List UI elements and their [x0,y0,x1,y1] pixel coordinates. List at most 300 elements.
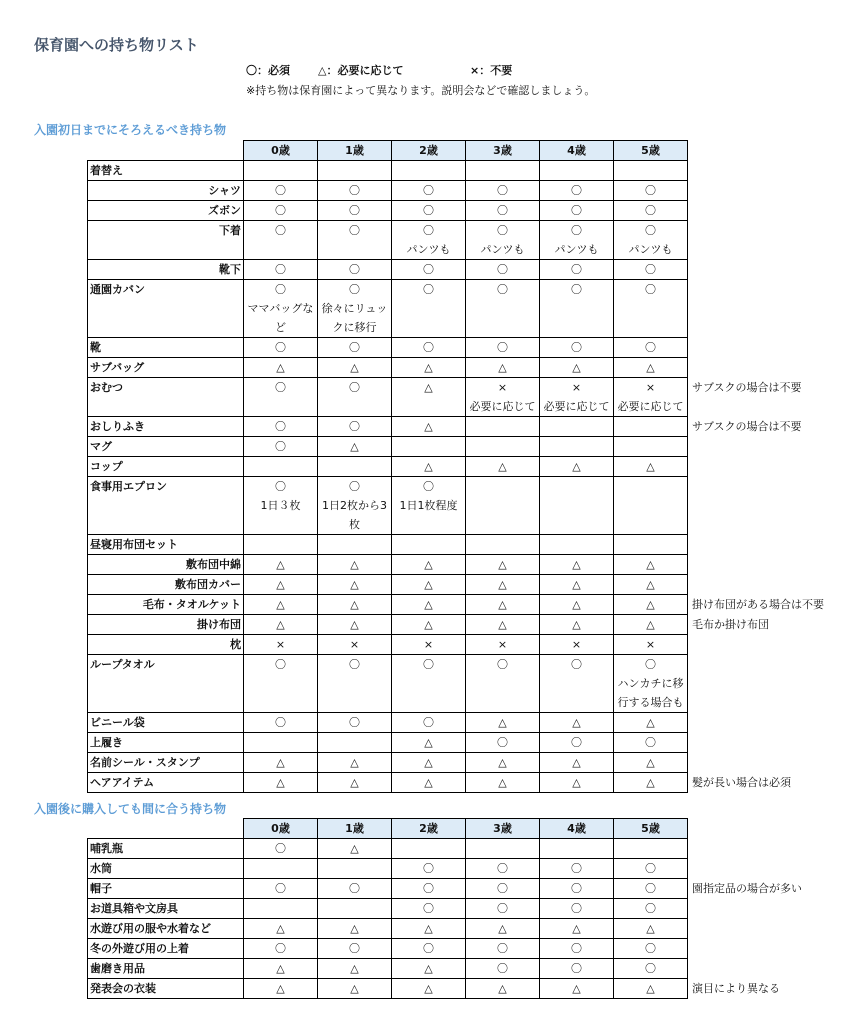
requirement-symbol: △ [572,361,581,374]
section-title-after-entry: 入園後に購入しても間に合う持ち物 [34,802,227,816]
requirement-symbol: △ [350,842,359,855]
requirement-symbol: △ [498,922,507,935]
requirement-symbol: × [571,381,582,394]
requirement-cell [614,595,688,615]
requirement-note: 1日３枚 [260,499,301,512]
requirement-cell [318,477,392,535]
remark [688,161,838,181]
requirement-symbol: 〇 [571,862,582,875]
requirement-cell [318,378,392,417]
requirement-symbol: 〇 [497,882,508,895]
requirement-symbol: △ [498,578,507,591]
requirement-symbol: 〇 [645,736,656,749]
requirement-cell [392,457,466,477]
requirement-symbol: △ [424,756,433,769]
requirement-cell [466,595,540,615]
requirement-symbol: △ [498,361,507,374]
table-row [88,417,838,437]
requirement-symbol: △ [350,776,359,789]
requirement-cell [392,201,466,221]
requirement-symbol: 〇 [645,341,656,354]
item-name: 発表会の衣装 [88,979,244,999]
item-name: シャツ [88,181,244,201]
requirement-cell [540,417,614,437]
requirement-symbol: 〇 [571,658,582,671]
age-header: 0歳 [244,141,318,161]
requirement-cell [244,161,318,181]
requirement-cell [392,879,466,899]
requirement-symbol: 〇 [349,184,360,197]
table-row [88,733,838,753]
requirement-cell [392,839,466,859]
requirement-cell [392,939,466,959]
remark [688,575,838,595]
requirement-note: 1日1枚程度 [399,499,458,512]
requirement-symbol: △ [424,962,433,975]
requirement-symbol: △ [276,578,285,591]
requirement-symbol: △ [276,361,285,374]
requirement-symbol: 〇 [349,381,360,394]
remark [688,899,838,919]
requirement-symbol: △ [646,598,655,611]
requirement-cell [466,839,540,859]
item-name: 哺乳瓶 [88,839,244,859]
requirement-cell [614,615,688,635]
requirement-cell [614,437,688,457]
requirement-cell [318,879,392,899]
requirement-cell [540,555,614,575]
item-name: 昼寝用布団セット [88,535,244,555]
requirement-cell [318,733,392,753]
requirement-cell [244,437,318,457]
requirement-cell [614,713,688,733]
requirement-symbol: 〇 [349,658,360,671]
requirement-cell [466,979,540,999]
requirement-cell [318,221,392,260]
remark [688,221,838,260]
requirement-cell [392,635,466,655]
requirement-symbol: △ [350,756,359,769]
table-row [88,378,838,417]
requirement-symbol: 〇 [275,658,286,671]
requirement-cell [466,899,540,919]
requirement-symbol: △ [424,558,433,571]
requirement-symbol: △ [350,922,359,935]
requirement-cell [466,635,540,655]
requirement-symbol: △ [424,776,433,789]
requirement-symbol: 〇 [645,942,656,955]
requirement-cell [466,615,540,635]
item-name: 毛布・タオルケット [88,595,244,615]
requirement-symbol: △ [276,776,285,789]
header-row [88,141,838,161]
requirement-cell [540,378,614,417]
requirement-cell [392,260,466,280]
requirement-symbol: △ [646,922,655,935]
item-name: サブバッグ [88,358,244,378]
requirement-cell [614,555,688,575]
requirement-symbol: 〇 [645,862,656,875]
items-table-after-entry [87,818,838,999]
requirement-symbol: 〇 [275,224,286,237]
requirement-cell [540,260,614,280]
age-header: 4歳 [540,819,614,839]
requirement-symbol: △ [646,776,655,789]
item-name: 食事用エプロン [88,477,244,535]
table-row [88,839,838,859]
requirement-cell [318,338,392,358]
requirement-note: パンツも [480,243,525,256]
requirement-symbol: △ [646,558,655,571]
requirement-symbol: △ [424,460,433,473]
requirement-cell [540,575,614,595]
item-name: ヘアアイテム [88,773,244,793]
requirement-symbol: 〇 [275,263,286,276]
requirement-symbol: 〇 [275,942,286,955]
requirement-cell [244,260,318,280]
requirement-cell [614,919,688,939]
remark [688,338,838,358]
requirement-symbol: 〇 [349,204,360,217]
requirement-cell [392,535,466,555]
requirement-symbol: 〇 [497,658,508,671]
requirement-cell [614,655,688,713]
table-row [88,635,838,655]
table-row [88,260,838,280]
requirement-symbol: 〇 [571,942,582,955]
requirement-cell [392,555,466,575]
requirement-note: 必要に応じて [543,400,610,413]
requirement-symbol: 〇 [645,283,656,296]
requirement-symbol: △ [572,982,581,995]
table-row [88,655,838,713]
table-row [88,939,838,959]
requirement-symbol: 〇 [423,184,434,197]
requirement-cell [614,477,688,535]
requirement-symbol: △ [646,460,655,473]
remark [688,919,838,939]
item-name: マグ [88,437,244,457]
table-row [88,358,838,378]
requirement-cell [318,635,392,655]
requirement-cell [318,358,392,378]
table-row [88,201,838,221]
page-title: 保育園への持ち物リスト [34,36,199,54]
requirement-cell [244,713,318,733]
remark [688,477,838,535]
requirement-symbol: 〇 [497,204,508,217]
requirement-cell [466,959,540,979]
requirement-cell [614,939,688,959]
requirement-symbol: 〇 [645,902,656,915]
requirement-symbol: △ [572,598,581,611]
requirement-symbol: △ [572,756,581,769]
table-row [88,161,838,181]
section-title-before-entry: 入園初日までにそろえるべき持ち物 [34,123,227,137]
requirement-cell [318,575,392,595]
age-header: 3歳 [466,819,540,839]
requirement-symbol: × [275,638,286,651]
notice-text: ※持ち物は保育園によって異なります。説明会などで確認しましょう。 [246,84,596,97]
requirement-cell [614,535,688,555]
requirement-cell [466,378,540,417]
requirement-symbol: △ [646,716,655,729]
requirement-cell [466,358,540,378]
requirement-cell [244,899,318,919]
requirement-cell [540,477,614,535]
requirement-cell [614,201,688,221]
item-name: 冬の外遊び用の上着 [88,939,244,959]
requirement-symbol: 〇 [275,184,286,197]
requirement-symbol: △ [276,618,285,631]
table-row [88,280,838,338]
requirement-cell [540,181,614,201]
requirement-cell [540,280,614,338]
requirement-cell [318,773,392,793]
requirement-symbol: 〇 [275,381,286,394]
requirement-symbol: 〇 [349,420,360,433]
requirement-symbol: 〇 [349,882,360,895]
requirement-note: 必要に応じて [469,400,536,413]
item-name: ズボン [88,201,244,221]
requirement-symbol: △ [350,618,359,631]
requirement-symbol: △ [350,440,359,453]
item-name: 名前シール・スタンプ [88,753,244,773]
requirement-cell [392,338,466,358]
requirement-symbol: △ [276,922,285,935]
requirement-cell [614,839,688,859]
requirement-cell [614,260,688,280]
requirement-cell [244,181,318,201]
requirement-cell [466,437,540,457]
requirement-cell [466,417,540,437]
requirement-cell [318,457,392,477]
requirement-symbol: 〇 [423,224,434,237]
requirement-cell [318,959,392,979]
age-header: 5歳 [614,819,688,839]
requirement-cell [244,655,318,713]
table-row [88,859,838,879]
requirement-symbol: △ [572,460,581,473]
requirement-cell [466,733,540,753]
requirement-symbol: 〇 [275,882,286,895]
remark [688,733,838,753]
requirement-cell [614,417,688,437]
requirement-symbol: △ [498,558,507,571]
requirement-cell [466,859,540,879]
requirement-cell [244,959,318,979]
requirement-symbol: 〇 [349,480,360,493]
table-row [88,555,838,575]
item-name: 帽子 [88,879,244,899]
requirement-cell [318,260,392,280]
remark [688,939,838,959]
age-header: 3歳 [466,141,540,161]
requirement-cell [466,181,540,201]
requirement-cell [540,338,614,358]
header-corner [88,141,244,161]
requirement-note: 行する場合も [617,696,684,709]
requirement-symbol: △ [350,578,359,591]
item-name: 下着 [88,221,244,260]
requirement-symbol: 〇 [497,942,508,955]
requirement-cell [244,477,318,535]
remark [688,280,838,338]
remark [688,655,838,713]
remark [688,635,838,655]
item-name: 敷布団カバー [88,575,244,595]
item-name: おしりふき [88,417,244,437]
requirement-cell [318,161,392,181]
requirement-symbol: △ [276,982,285,995]
requirement-cell [318,417,392,437]
requirement-cell [466,655,540,713]
requirement-cell [540,939,614,959]
requirement-cell [540,753,614,773]
requirement-cell [540,655,614,713]
requirement-symbol: × [571,638,582,651]
table-row [88,221,838,260]
requirement-symbol: △ [424,361,433,374]
requirement-symbol: 〇 [497,224,508,237]
table-row [88,338,838,358]
requirement-symbol: 〇 [423,716,434,729]
requirement-cell [540,615,614,635]
remark [688,358,838,378]
remark [688,437,838,457]
requirement-symbol: 〇 [275,716,286,729]
table-row [88,615,838,635]
requirement-cell [392,417,466,437]
requirement-cell [466,919,540,939]
requirement-cell [466,753,540,773]
table-row [88,959,838,979]
requirement-symbol: 〇 [423,480,434,493]
requirement-cell [466,338,540,358]
requirement-cell [244,595,318,615]
remark: 毛布か掛け布団 [692,617,769,631]
remark: 演目により異なる [692,981,780,995]
requirement-cell [466,477,540,535]
header-row [88,819,838,839]
requirement-symbol: △ [646,982,655,995]
requirement-cell [540,457,614,477]
requirement-cell [540,201,614,221]
remark [688,753,838,773]
requirement-cell [244,358,318,378]
item-name: ループタオル [88,655,244,713]
item-name: 歯磨き用品 [88,959,244,979]
requirement-cell [244,417,318,437]
remark [688,555,838,575]
requirement-cell [318,655,392,713]
requirement-symbol: △ [646,756,655,769]
legend-optional: △：必要に応じて [318,64,404,77]
requirement-symbol: △ [424,598,433,611]
requirement-symbol: 〇 [423,283,434,296]
requirement-cell [318,615,392,635]
requirement-cell [318,595,392,615]
item-name: 敷布団中綿 [88,555,244,575]
requirement-cell [614,773,688,793]
table-row [88,457,838,477]
requirement-cell [466,773,540,793]
requirement-cell [614,859,688,879]
requirement-cell [392,221,466,260]
requirement-symbol: △ [424,922,433,935]
requirement-cell [614,979,688,999]
item-name: お道具箱や文房具 [88,899,244,919]
item-name: 上履き [88,733,244,753]
requirement-cell [540,221,614,260]
requirement-note: パンツも [406,243,451,256]
remark: サブスクの場合は不要 [692,380,802,394]
requirement-cell [614,338,688,358]
requirement-cell [318,280,392,338]
requirement-cell [244,879,318,899]
requirement-note: パンツも [554,243,599,256]
requirement-symbol: 〇 [571,263,582,276]
item-name: コップ [88,457,244,477]
requirement-symbol: × [645,381,656,394]
requirement-symbol: △ [424,578,433,591]
requirement-symbol: 〇 [423,902,434,915]
remark [688,181,838,201]
requirement-symbol: △ [276,962,285,975]
requirement-symbol: 〇 [645,263,656,276]
requirement-symbol: 〇 [571,283,582,296]
requirement-symbol: 〇 [423,341,434,354]
requirement-cell [614,378,688,417]
requirement-symbol: 〇 [497,184,508,197]
requirement-cell [392,919,466,939]
requirement-cell [392,615,466,635]
legend-unneeded: ×：不要 [470,64,513,77]
item-name: 掛け布団 [88,615,244,635]
requirement-cell [392,773,466,793]
requirement-cell [244,378,318,417]
requirement-symbol: △ [424,736,433,749]
requirement-symbol: △ [350,982,359,995]
requirement-symbol: 〇 [645,658,656,671]
requirement-symbol: 〇 [571,184,582,197]
requirement-symbol: 〇 [275,440,286,453]
requirement-cell [466,260,540,280]
requirement-cell [244,338,318,358]
item-name: ビニール袋 [88,713,244,733]
requirement-cell [318,839,392,859]
requirement-cell [318,713,392,733]
item-name: 靴下 [88,260,244,280]
requirement-cell [466,939,540,959]
requirement-cell [392,753,466,773]
requirement-symbol: 〇 [497,283,508,296]
requirement-cell [614,635,688,655]
requirement-cell [392,655,466,713]
requirement-symbol: 〇 [275,842,286,855]
remark [688,859,838,879]
requirement-cell [244,615,318,635]
requirement-symbol: △ [572,578,581,591]
requirement-symbol: △ [424,982,433,995]
requirement-symbol: △ [646,578,655,591]
requirement-cell [392,378,466,417]
requirement-cell [392,899,466,919]
requirement-cell [244,280,318,338]
requirement-cell [540,437,614,457]
remark [688,839,838,859]
remark [688,260,838,280]
